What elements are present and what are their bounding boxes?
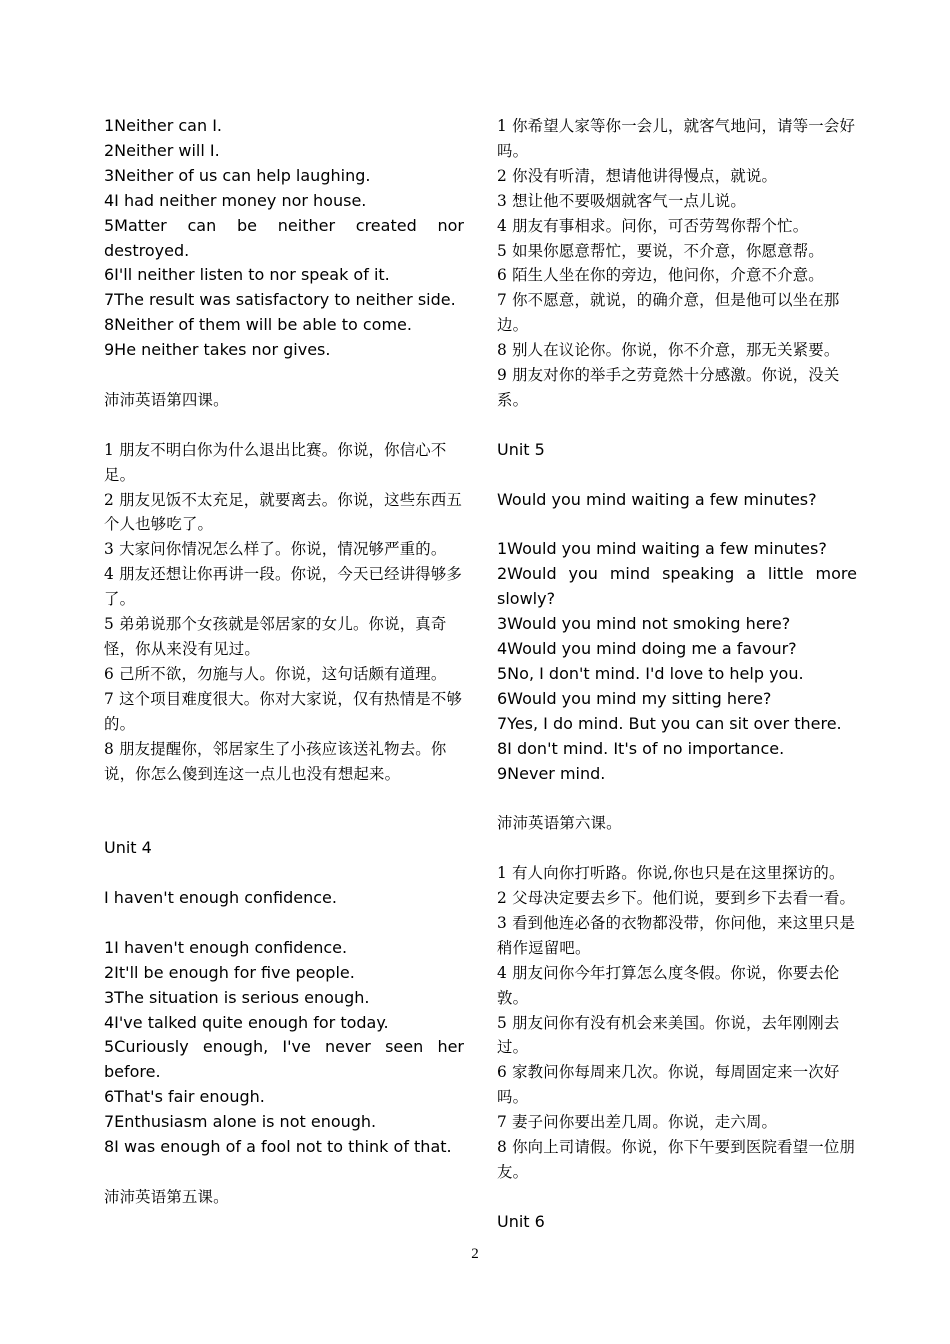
unit-5-line-8: 8I don't mind. It's of no importance. [497,738,785,758]
neither-line-7: 7The result was satisfactory to neither side. [104,290,456,310]
unit-4-line-4: 4I've talked quite enough for today. [104,1012,389,1032]
lesson-5-item-9: 9 朋友对你的举手之劳竟然十分感激。你说，没关系。 [497,366,840,409]
unit-5-line-3: 3Would you mind not smoking here? [497,614,791,634]
neither-line-5: 5Matter can be neither created nor destroyed. [104,215,464,260]
lesson-6-exercises [497,861,857,1185]
unit-4-line-8: 8I was enough of a fool not to think of that. [104,1137,452,1157]
page-number: 2 [471,1246,479,1262]
unit-5-heading: Unit 5 [497,439,545,459]
lesson-4-title: 沛沛英语第四课。 [104,390,229,409]
unit-6-heading: Unit 6 [497,1211,545,1231]
lesson-5-item-6: 6 陌生人坐在你的旁边，他问你，介意不介意。 [497,266,824,285]
unit-4-line-1: 1I haven't enough confidence. [104,937,348,957]
neither-line-6: 6I'll neither listen to nor speak of it. [104,265,390,285]
lesson-5-item-1: 1 你希望人家等你一会儿，就客气地问，请等一会好吗。 [497,117,856,160]
neither-line-4: 4I had neither money nor house. [104,190,367,210]
right-column [497,114,857,1235]
lesson-6-item-4: 4 朋友问你今年打算怎么度冬假。你说，你要去伦敦。 [497,963,840,1007]
lesson-5-item-8: 8 别人在议论你。你说，你不介意，那无关紧要。 [497,341,840,360]
lesson-4-item-2: 2 朋友见饭不太充足，就要离去。你说，这些东西五个人也够吃了。 [104,490,463,534]
lesson-4-exercises [104,438,464,787]
neither-line-3: 3Neither of us can help laughing. [104,165,371,185]
unit-5-line-1: 1Would you mind waiting a few minutes? [497,539,827,559]
lesson-4-item-6: 6 己所不欲，勿施与人。你说，这句话颇有道理。 [104,664,447,683]
unit-4-subtitle: I haven't enough confidence. [104,888,337,908]
lesson-5-item-5: 5 如果你愿意帮忙，要说，不介意，你愿意帮。 [497,241,824,260]
unit-4-line-3: 3The situation is serious enough. [104,987,370,1007]
lesson-6-item-7: 7 妻子问你要出差几周。你说，走六周。 [497,1113,778,1132]
lesson-6-item-8: 8 你向上司请假。你说，你下午要到医院看望一位朋友。 [497,1138,856,1181]
unit-4-line-7: 7Enthusiasm alone is not enough. [104,1112,377,1132]
neither-line-2: 2Neither will I. [104,140,220,160]
lesson-4-item-3: 3 大家问你情况怎么样了。你说，情况够严重的。 [104,540,447,559]
lesson-5-item-7: 7 你不愿意，就说，的确介意，但是他可以坐在那边。 [497,291,840,335]
left-column [104,114,464,1210]
lesson-5-exercises [497,114,857,413]
lesson-4-item-4: 4 朋友还想让你再讲一段。你说，今天已经讲得够多了。 [104,565,463,609]
lesson-5-item-2: 2 你没有听清，想请他讲得慢点，就说。 [497,166,778,185]
lesson-4-item-8: 8 朋友提醒你，邻居家生了小孩应该送礼物去。你说，你怎么傻到连这一点儿也没有想起来。 [104,739,447,783]
unit-5-sentences [497,537,857,786]
lesson-4-item-7: 7 这个项目难度很大。你对大家说，仅有热情是不够的。 [104,689,463,733]
unit-4-line-5: 5Curiously enough, I've never seen her before. [104,1037,464,1082]
lesson-5-title: 沛沛英语第五课。 [104,1187,229,1206]
unit-5-line-5: 5No, I don't mind. I'd love to help you. [497,663,804,683]
unit-4-sentences [104,936,464,1160]
unit-5-line-7: 7Yes, I do mind. But you can sit over there. [497,713,842,733]
lesson-6-item-5: 5 朋友问你有没有机会来美国。你说，去年刚刚去过。 [497,1013,840,1057]
unit-4-heading: Unit 4 [104,838,152,858]
unit-4-line-2: 2It'll be enough for five people. [104,962,355,982]
neither-line-8: 8Neither of them will be able to come. [104,315,412,335]
lesson-6-title: 沛沛英语第六课。 [497,814,622,833]
unit-5-line-9: 9Never mind. [497,763,606,783]
lesson-4-item-1: 1 朋友不明白你为什么退出比赛。你说，你信心不足。 [104,440,447,484]
lesson-5-item-3: 3 想让他不要吸烟就客气一点儿说。 [497,191,746,210]
neither-sentences [104,114,464,363]
lesson-6-item-3: 3 看到他连必备的衣物都没带，你问他，来这里只是稍作逗留吧。 [497,913,856,957]
neither-line-9: 9He neither takes nor gives. [104,340,331,360]
lesson-4-item-5: 5 弟弟说那个女孩就是邻居家的女儿。你说，真奇怪，你从来没有见过。 [104,615,447,658]
lesson-6-item-2: 2 父母决定要去乡下。他们说，要到乡下去看一看。 [497,889,856,908]
unit-4-line-6: 6That's fair enough. [104,1087,265,1107]
lesson-6-item-1: 1 有人向你打听路。你说,你也只是在这里探访的。 [497,864,845,883]
lesson-5-item-4: 4 朋友有事相求。问你，可否劳驾你帮个忙。 [497,216,809,235]
unit-5-subtitle: Would you mind waiting a few minutes? [497,489,817,509]
neither-line-1: 1Neither can I. [104,116,222,135]
lesson-6-item-6: 6 家教问你每周来几次。你说，每周固定来一次好吗。 [497,1063,840,1107]
unit-5-line-4: 4Would you mind doing me a favour? [497,638,797,658]
unit-5-line-6: 6Would you mind my sitting here? [497,688,772,708]
unit-5-line-2: 2Would you mind speaking a little more slowly? [497,564,857,609]
